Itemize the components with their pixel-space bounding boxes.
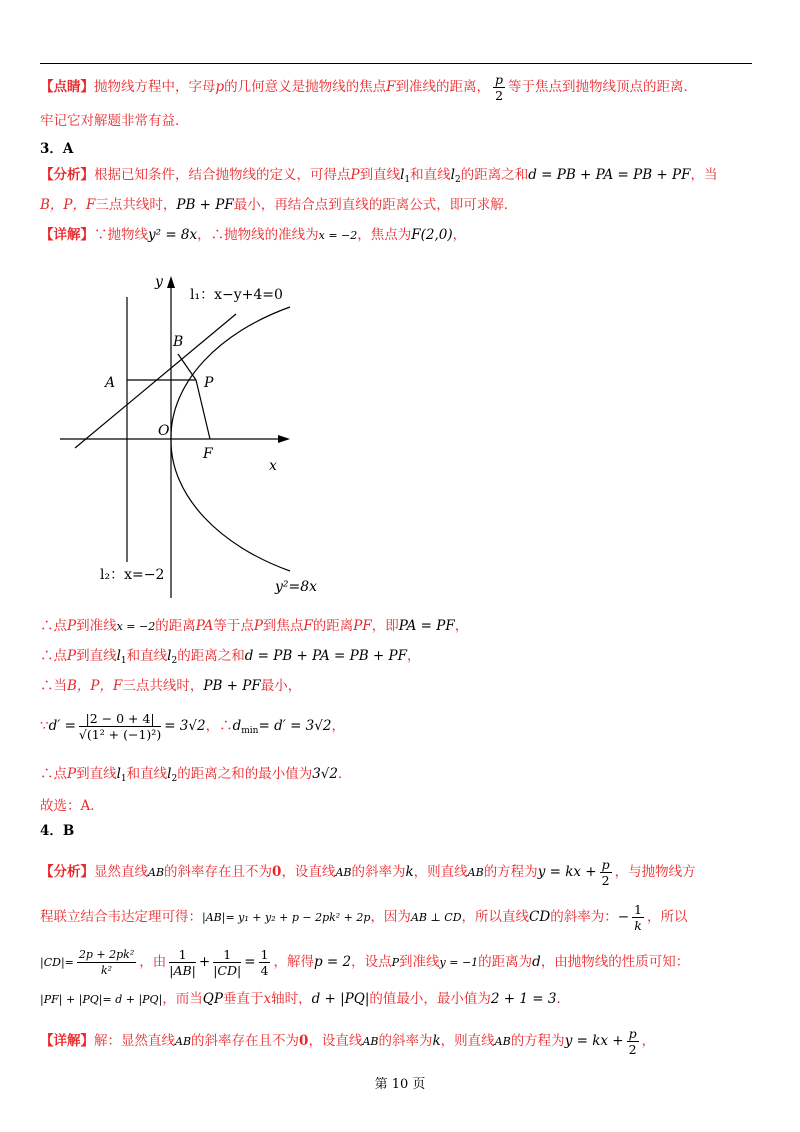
x-axis-arrow [278,435,290,443]
label-F: F [203,446,213,462]
comment-tag: 【点睛】 [40,79,94,95]
step-5: ∴点P到直线$l_1$和直线$l_2$的距离之和的最小值为3√2． [40,766,352,784]
fraction-p-over-2: $\frac{p}{2}$ [495,72,504,103]
label-B: B [173,334,184,350]
page-footer: 第 10 页 [374,1077,426,1092]
y-label: y [155,274,163,290]
parabola-label: y²=8x [275,579,318,595]
label-A: A [105,375,116,391]
distance-fraction: $\frac{|2 - 0 + 4|}{\text{√(1² + (−1)²)}}$ [78,711,162,742]
step-3: ∴当B，P，F三点共线时，PB + PF最小， [40,678,302,694]
label-P: P [204,375,214,391]
q4-analysis-line-3: |CD|= $\frac{\text{2p + 2pk²}}{\text{k²}}$ ，由 $\frac{1}{|AB|}$ + $\frac{1}{|CD|}$ = $\frac{1}{4}$ ，解得p = 2，设点P到准线y = −1的距离为d，由抛物线的性质可知： [40,947,690,978]
q4-analysis-line-1: 【分析】显然直线AB的斜率存在且不为0，设直线AB的斜率为k，则直线AB的方程为y = kx + $\frac{p}{2}$ ，与抛物线方 [40,857,696,888]
comment-line-2: 牢记它对解题非常有益． [40,113,189,129]
q4-analysis-line-2: 程联立结合韦达定理可得：|AB|= y₁ + y₂ + p − 2pk² + 2p，因为AB ⊥ CD，所以直线CD的斜率为：− $\frac{1}{k}$ ，所以 [40,902,688,933]
step-6: 故选：A． [40,798,104,814]
step-1: ∴点P到准线x = −2的距离PA等于点P到焦点F的距离PF，即PA = PF， [40,618,469,634]
q4-label: 4．B [40,823,75,839]
parabola-figure [50,262,318,602]
page-number: 10 [391,1077,409,1092]
q3-label: 3．A [40,141,74,157]
q4-detail-line: 【详解】解：显然直线AB的斜率存在且不为0，设直线AB的斜率为k，则直线AB的方程为y = kx + $\frac{p}{2}$ ， [40,1026,656,1057]
step-2: ∴点P到直线$l_1$和直线$l_2$的距离之和d = PB + PA = PB + PF， [40,648,421,666]
comment-line-1: 【点睛】抛物线方程中，字母p的几何意义是抛物线的焦点F到准线的距离， $\frac{p}{2}$ 等于焦点到抛物线顶点的距离． [40,72,698,103]
segment-PB [178,354,196,380]
step-4: ∵d′ = $\frac{|2 - 0 + 4|}{\text{√(1² + (−1)²)}}$ = 3√2，$\therefore d_{min}= d' = 3√2$， [40,711,345,742]
formula-d-sum: d = PB + PA = PB + PF [528,167,691,183]
q3-detail-line: 【详解】∵抛物线y² = 8x，∴抛物线的准线为x = −2，焦点为F(2,0)， [40,227,467,243]
label-O: O [158,423,170,439]
l2-label: l₂：x=−2 [100,567,165,583]
x-label: x [269,458,277,474]
q4-analysis-line-4: |PF| + |PQ|= d + |PQ|，而当QP垂直于x轴时，d + |PQ|的值最小，最小值为2 + 1 = 3． [40,991,570,1007]
header-rule [40,63,752,64]
l1-label: l₁：x−y+4=0 [190,287,283,303]
q3-analysis-line-1: 【分析】根据已知条件，结合抛物线的定义，可得点P到直线$l_1$和直线$l_2$的距离之和d = PB + PA = PB + PF，当 [40,167,718,185]
q3-analysis-line-2: B，P，F三点共线时，PB + PF最小，再结合点到直线的距离公式，即可求解． [40,197,518,213]
y-axis-arrow [167,276,175,288]
